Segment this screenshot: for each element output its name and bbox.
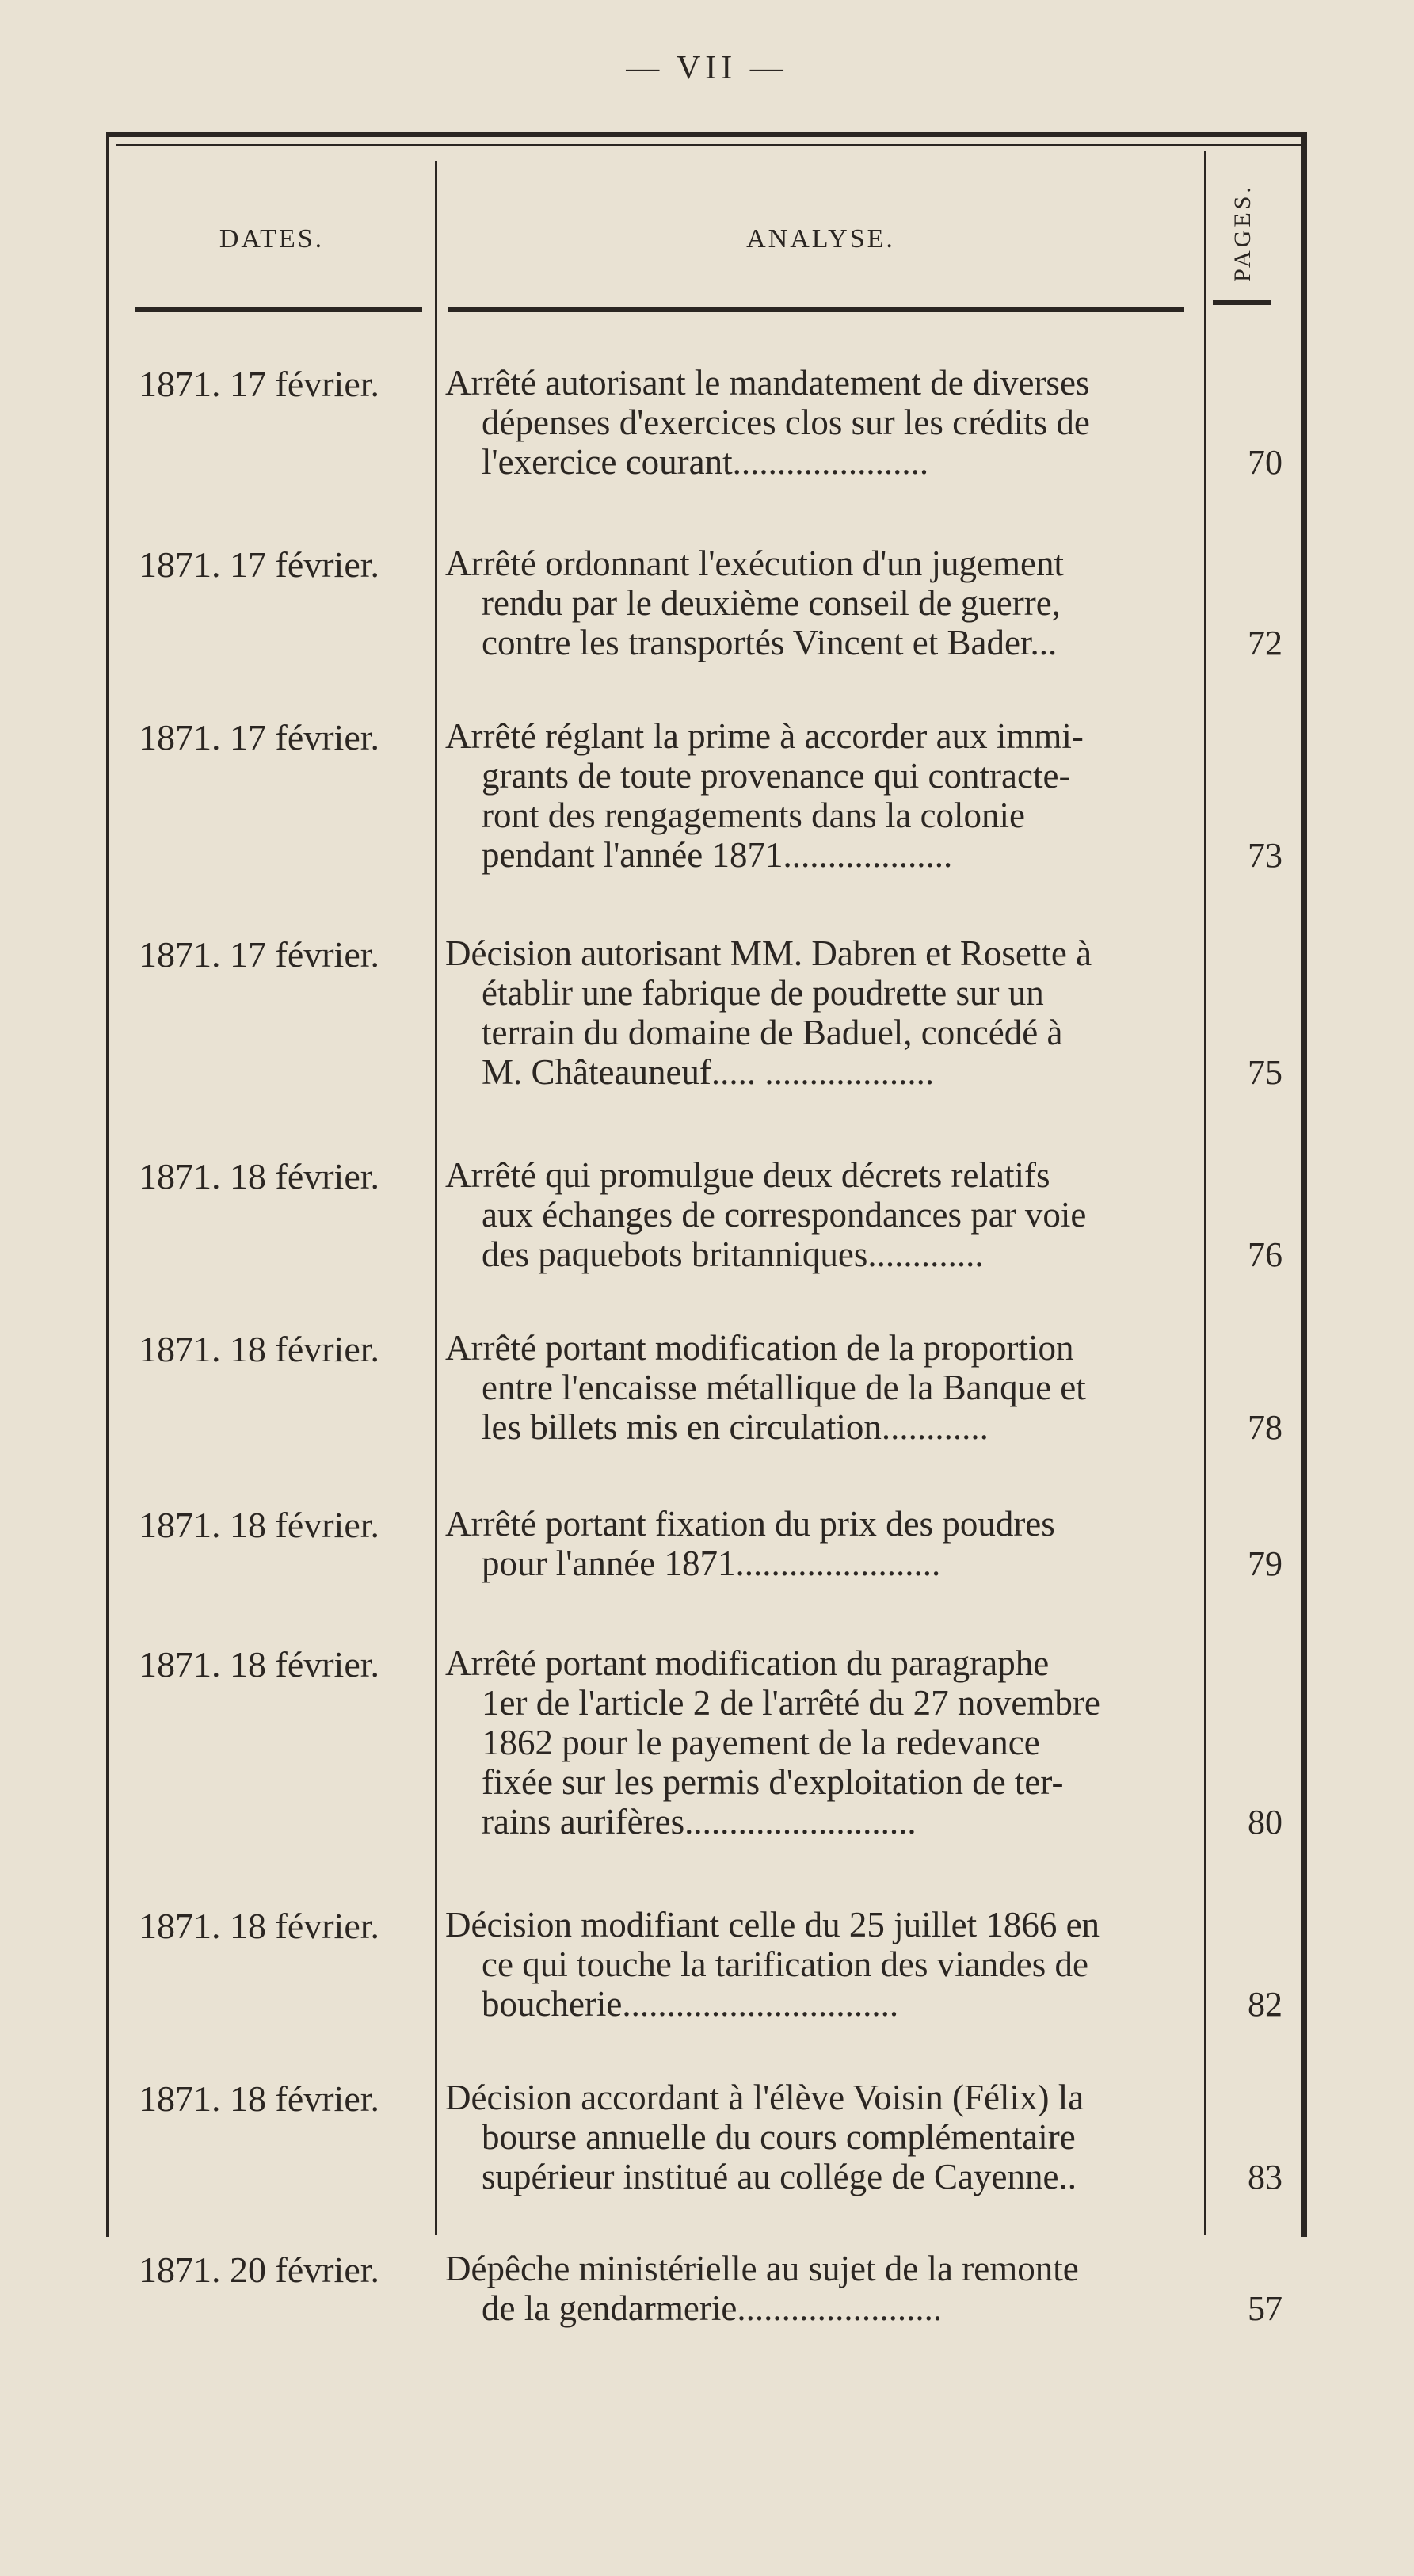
analysis-line: Arrêté qui promulgue deux décrets relatifs bbox=[445, 1155, 1050, 1195]
row-analysis bbox=[445, 2249, 1196, 2328]
row-page-number: 79 bbox=[1248, 1544, 1283, 1583]
analysis-line: M. Châteauneuf..... ................... bbox=[482, 1052, 935, 1092]
row-analysis bbox=[445, 1905, 1196, 2024]
row-page-number: 82 bbox=[1248, 1985, 1283, 2024]
analysis-line: Décision autorisant MM. Dabren et Rosette à bbox=[445, 933, 1092, 973]
analysis-line: Arrêté portant modification du paragraphe bbox=[445, 1643, 1050, 1683]
row-analysis bbox=[445, 363, 1196, 482]
analysis-line: fixée sur les permis d'exploitation de ter- bbox=[482, 1762, 1064, 1802]
row-date: 1871. 17 février. bbox=[139, 934, 380, 975]
row-date: 1871. 18 février. bbox=[139, 1156, 380, 1196]
table-top-rule bbox=[116, 144, 1301, 146]
row-page-number: 78 bbox=[1248, 1408, 1283, 1447]
row-analysis bbox=[445, 1643, 1196, 1841]
analysis-line: pour l'année 1871....................... bbox=[482, 1544, 941, 1583]
analysis-line: rains aurifères.......................... bbox=[482, 1802, 917, 1841]
analysis-line: supérieur institué au collége de Cayenne.. bbox=[482, 2157, 1077, 2196]
analysis-line: l'exercice courant...................... bbox=[482, 442, 929, 482]
row-analysis bbox=[445, 544, 1196, 662]
page-header: — VII — bbox=[626, 50, 788, 86]
row-page-number: 76 bbox=[1248, 1235, 1283, 1274]
analysis-line: les billets mis en circulation............ bbox=[482, 1407, 989, 1447]
index-table bbox=[106, 132, 1307, 2328]
row-date: 1871. 20 février. bbox=[139, 2250, 380, 2290]
row-analysis bbox=[445, 1504, 1196, 1583]
analysis-line: pendant l'année 1871................... bbox=[482, 835, 953, 875]
header-dates: DATES. bbox=[219, 224, 325, 254]
analysis-line: aux échanges de correspondances par voie bbox=[482, 1195, 1087, 1235]
column-divider-dates bbox=[435, 161, 437, 2235]
analysis-line: ce qui touche la tarification des viandes de bbox=[482, 1944, 1088, 1984]
row-date: 1871. 17 février. bbox=[139, 364, 380, 404]
analysis-line: grants de toute provenance qui contracte- bbox=[482, 756, 1071, 796]
row-page-number: 80 bbox=[1248, 1803, 1283, 1841]
analysis-line: 1862 pour le payement de la redevance bbox=[482, 1723, 1040, 1762]
row-analysis bbox=[445, 933, 1196, 1092]
analysis-line: Dépêche ministérielle au sujet de la remonte bbox=[445, 2249, 1079, 2288]
header-pages-label: PAGES. bbox=[1229, 184, 1256, 282]
analysis-line: ront des rengagements dans la colonie bbox=[482, 796, 1026, 835]
analysis-line: entre l'encaisse métallique de la Banque et bbox=[482, 1368, 1086, 1407]
row-analysis bbox=[445, 716, 1196, 875]
header-rule-dates bbox=[135, 307, 422, 312]
row-page-number: 57 bbox=[1248, 2289, 1283, 2328]
row-date: 1871. 18 février. bbox=[139, 1644, 380, 1685]
analysis-line: établir une fabrique de poudrette sur un bbox=[482, 973, 1044, 1013]
analysis-line: dépenses d'exercices clos sur les crédits de bbox=[482, 403, 1090, 442]
row-date: 1871. 18 février. bbox=[139, 1906, 380, 1946]
analysis-line: bourse annuelle du cours complémentaire bbox=[482, 2117, 1076, 2157]
row-date: 1871. 17 février. bbox=[139, 544, 380, 585]
row-analysis bbox=[445, 1328, 1196, 1447]
row-date: 1871. 18 février. bbox=[139, 1329, 380, 1369]
analysis-line: Décision modifiant celle du 25 juillet 1866 en bbox=[445, 1905, 1100, 1944]
analysis-line: Arrêté portant modification de la proportion bbox=[445, 1328, 1074, 1368]
analysis-line: boucherie............................... bbox=[482, 1984, 899, 2024]
row-analysis bbox=[445, 2078, 1196, 2196]
row-page-number: 75 bbox=[1248, 1053, 1283, 1092]
row-date: 1871. 18 février. bbox=[139, 2078, 380, 2119]
analysis-line: des paquebots britanniques............. bbox=[482, 1235, 984, 1274]
header-pages bbox=[1219, 166, 1267, 300]
row-page-number: 72 bbox=[1248, 624, 1283, 662]
row-page-number: 73 bbox=[1248, 836, 1283, 875]
row-date: 1871. 17 février. bbox=[139, 717, 380, 758]
analysis-line: rendu par le deuxième conseil de guerre, bbox=[482, 583, 1061, 623]
analysis-line: Arrêté portant fixation du prix des poudres bbox=[445, 1504, 1055, 1544]
row-analysis bbox=[445, 1155, 1196, 1274]
analysis-line: terrain du domaine de Baduel, concédé à bbox=[482, 1013, 1063, 1052]
analysis-line: Décision accordant à l'élève Voisin (Félix) la bbox=[445, 2078, 1084, 2117]
column-divider-pages bbox=[1204, 151, 1206, 2235]
analysis-line: 1er de l'article 2 de l'arrêté du 27 novembre bbox=[482, 1683, 1100, 1723]
row-page-number: 70 bbox=[1248, 443, 1283, 482]
analysis-line: contre les transportés Vincent et Bader... bbox=[482, 623, 1058, 662]
row-page-number: 83 bbox=[1248, 2158, 1283, 2196]
analysis-line: de la gendarmerie....................... bbox=[482, 2288, 943, 2328]
row-date: 1871. 18 février. bbox=[139, 1505, 380, 1545]
header-analyse: ANALYSE. bbox=[746, 224, 895, 254]
analysis-line: Arrêté ordonnant l'exécution d'un jugement bbox=[445, 544, 1064, 583]
analysis-line: Arrêté autorisant le mandatement de diverses bbox=[445, 363, 1090, 403]
header-rule-pages bbox=[1213, 300, 1271, 305]
header-rule-analyse bbox=[448, 307, 1184, 312]
analysis-line: Arrêté réglant la prime à accorder aux immi- bbox=[445, 716, 1084, 756]
